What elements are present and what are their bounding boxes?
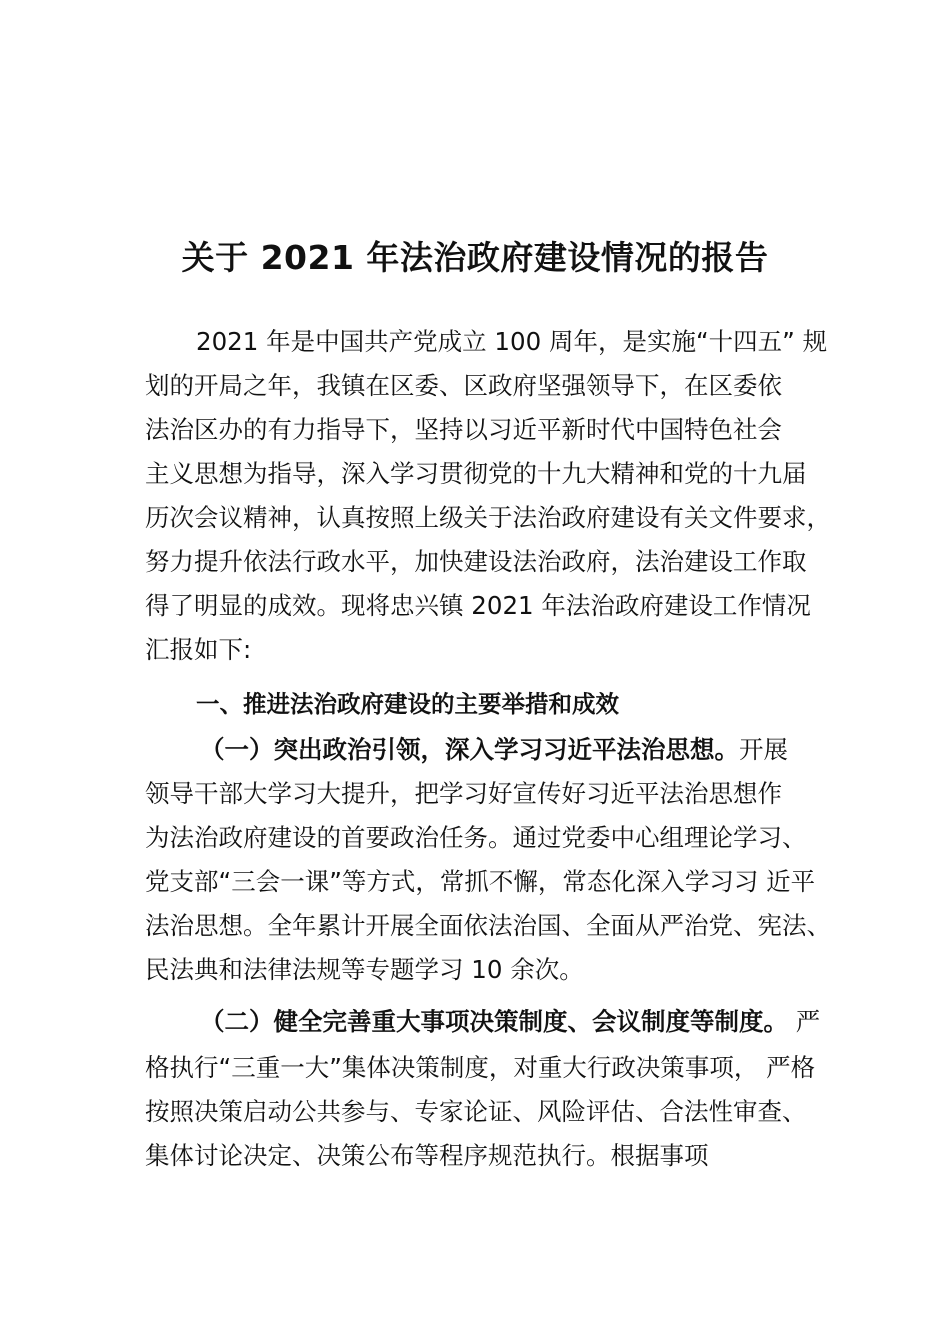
- section-1-heading: 一、推进法治政府建设的主要举措和成效: [196, 690, 619, 718]
- item-1-bold-lead: （一）突出政治引领，深入学习习近平法治思想。: [200, 735, 739, 764]
- intro-line-1: 2021 年是中国共产党成立 100 周年，是实施“十四五” 规: [196, 327, 828, 356]
- item-1-first-line-rest: 开展: [739, 735, 788, 764]
- document-title: 关于 2021 年法治政府建设情况的报告: [181, 238, 769, 277]
- intro-line-4: 主义思想为指导，深入学习贯彻党的十九大精神和党的十九届: [145, 459, 807, 488]
- item-1-line-3: 为法治政府建设的首要政治任务。通过党委中心组理论学习、: [145, 823, 807, 852]
- item-2-line-2: 格执行“三重一大”集体决策制度，对重大行政决策事项， 严格: [145, 1053, 816, 1082]
- item-1-first-line: [200, 730, 788, 770]
- intro-line-6: 努力提升依法行政水平，加快建设法治政府，法治建设工作取: [145, 547, 807, 576]
- item-1-line-4: 党支部“三会一课”等方式，常抓不懈，常态化深入学习习 近平: [145, 867, 816, 896]
- item-1-line-2: 领导干部大学习大提升，把学习好宣传好习近平法治思想作: [145, 779, 782, 808]
- intro-line-7: 得了明显的成效。现将忠兴镇 2021 年法治政府建设工作情况: [145, 591, 811, 620]
- item-1-line-5: 法治思想。全年累计开展全面依法治国、全面从严治党、宪法、: [145, 911, 831, 940]
- item-2-line-4: 集体讨论决定、决策公布等程序规范执行。根据事项: [145, 1141, 709, 1170]
- item-2-line-3: 按照决策启动公共参与、专家论证、风险评估、合法性审查、: [145, 1097, 807, 1126]
- intro-line-2: 划的开局之年，我镇在区委、区政府坚强领导下，在区委依: [145, 371, 782, 400]
- intro-line-5: 历次会议精神，认真按照上级关于法治政府建设有关文件要求，: [145, 503, 831, 532]
- intro-line-3: 法治区办的有力指导下，坚持以习近平新时代中国特色社会: [145, 415, 782, 444]
- item-2-bold-lead: （二）健全完善重大事项决策制度、会议制度等制度。: [200, 1007, 788, 1036]
- item-2-first-line-rest: 严: [788, 1007, 821, 1036]
- item-1-line-6: 民法典和法律法规等专题学习 10 余次。: [145, 955, 584, 984]
- item-2-first-line: [200, 1002, 820, 1042]
- intro-line-8: 汇报如下:: [145, 635, 252, 664]
